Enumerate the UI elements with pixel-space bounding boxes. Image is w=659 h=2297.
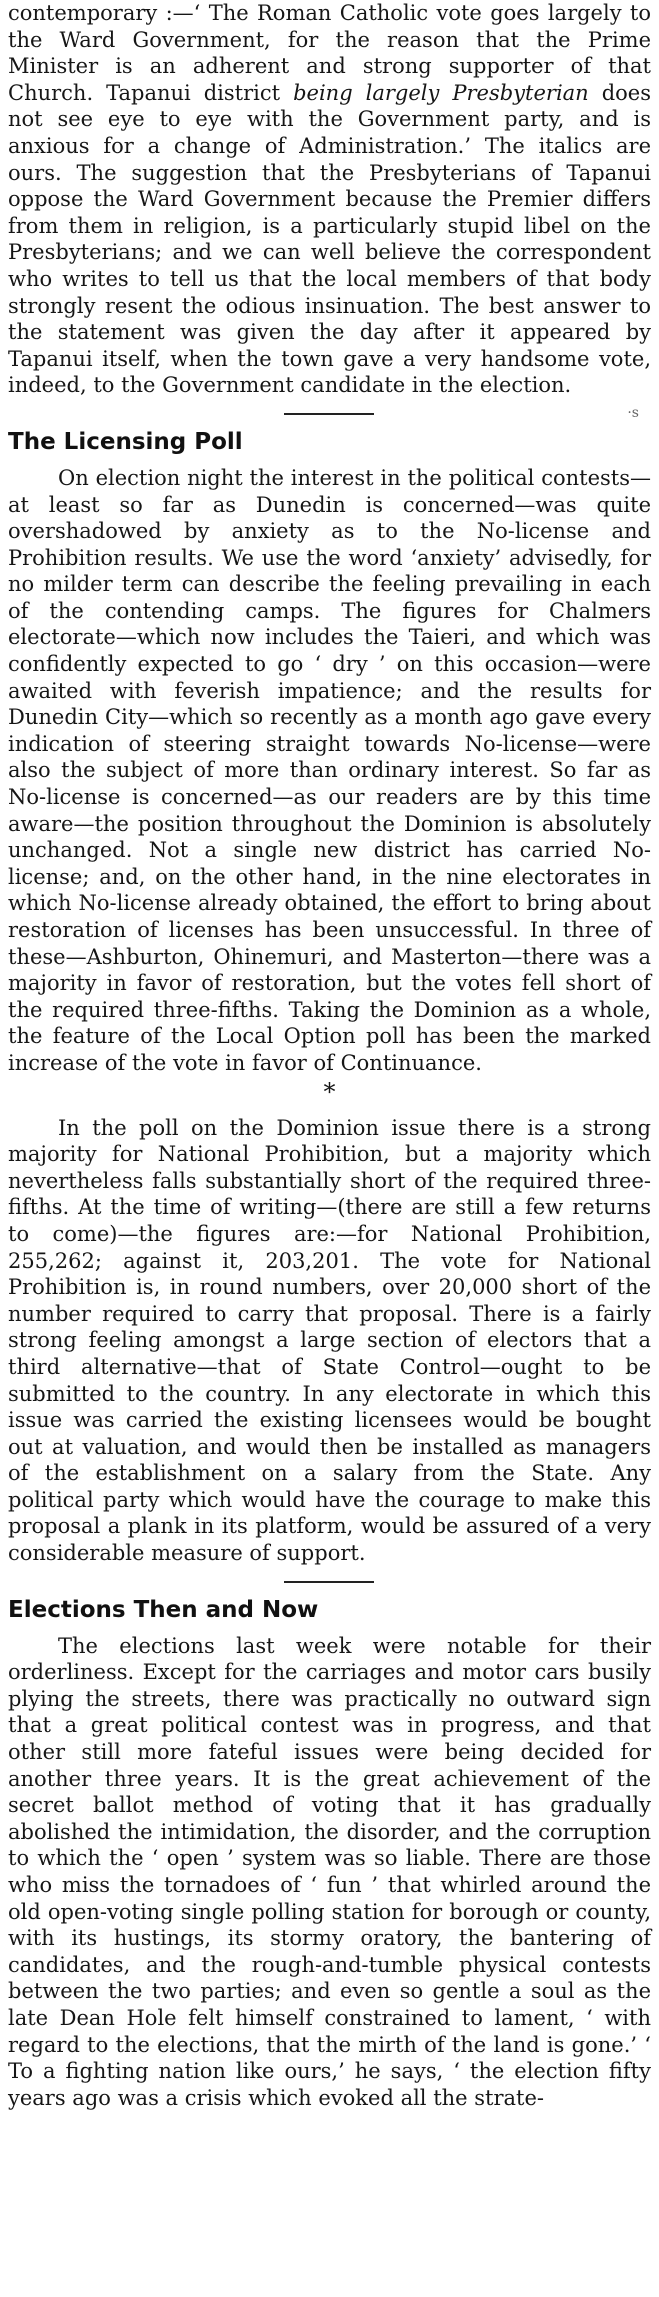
asterisk-separator: *: [323, 1077, 336, 1106]
section-divider: [8, 1567, 651, 1595]
divider-rule: [284, 413, 374, 415]
italic-phrase: being largely Presbyterian: [293, 80, 589, 105]
margin-mark: ·s: [627, 404, 639, 421]
paragraph-catholic-vote: [8, 0, 651, 399]
paragraph-text: contemporary :—‘ The Roman Catholic vote goes largely to the Ward Government, for the reason that the Prime Minister is an adherent and strong supporter of that Church. Tapanui district: [8, 1, 651, 105]
heading-licensing-poll: The Licensing Poll: [8, 428, 243, 455]
paragraph-licensing-2: In the poll on the Dominion issue there is a strong majority for National Prohibition, but a majority which nevertheless falls substantially short of the required three-fifths. At the time of writing—(there are still a few returns to come)—the figures are:—for National Prohibition, 255,262; against it, 203,201. The vote for National Prohibition is, in round numbers, over 20,000 short of the number required to carry that proposal. There is a fairly strong feeling amongst a large section of electors that a third alternative—that of State Control—ought to be submitted to the country. In any electorate in which this issue was carried the existing licensees would be bought out at valuation, and would then be installed as managers of the establishment on a salary from the State. Any political party which would have the courage to make this proposal a plank in its platform, would be assured of a very considerable measure of support.: [8, 1115, 651, 1566]
paragraph-licensing-1: On election night the interest in the political contests—at least so far as Dunedin is concerned—was quite overshadowed by anxiety as to the No-license and Prohibition results. We use the word ‘anxiety’ advisedly, for no milder term can describe the feeling prevailing in each of the contending camps. The figures for Chalmers electorate—which now includes the Taieri, and which was confidently expected to go ‘ dry ’ on this occasion—were awaited with feverish impatience; and the results for Dunedin City—which so recently as a month ago gave every indication of steering straight towards No-license—were also the subject of more than ordinary interest. So far as No-license is concerned—as our readers are by this time aware—the position throughout the Dominion is absolutely unchanged. Not a single new district has carried No-license; and, on the other hand, in the nine electorates in which No-license already obtained, the effort to bring about restoration of licenses has been unsuccessful. In three of these—Ashburton, Ohinemuri, and Masterton—there was a majority in favor of restoration, but the votes fell short of the required three-fifths. Taking the Dominion as a whole, the feature of the Local Option poll has been the marked increase of the vote in favor of Continuance.: [8, 465, 651, 1075]
paragraph-text: does not see eye to eye with the Government party, and is anxious for a change of Administration.’ The italics are ours. The suggestion that the Presbyterians of Tapanui oppose the Ward Government because the Premier differs from them in religion, is a particularly stupid libel on the Presbyterians; and we can well believe the correspondent who writes to tell us that the local members of that body strongly resent the odious insinuation. The best answer to the statement was given the day after it appeared by Tapanui itself, when the town gave a very handsome vote, indeed, to the Government candidate in the election.: [8, 80, 651, 398]
divider-rule: [284, 1581, 374, 1583]
section-divider: [8, 399, 651, 427]
heading-elections-then-and-now: Elections Then and Now: [8, 1596, 319, 1623]
paragraph-elections-1: The elections last week were notable for their orderliness. Except for the carriages and motor cars busily plying the streets, there was practically no outward sign that a great political contest was in progress, and that other still more fateful issues were being decided for another three years. It is the great achievement of the secret ballot method of voting that it has gradually abolished the intimidation, the disorder, and the corruption to which the ‘ open ’ system was so liable. There are those who miss the tornadoes of ‘ fun ’ that whirled around the old open-voting single polling station for borough or county, with its hustings, its stormy oratory, the bantering of candidates, and the rough-and-tumble physical contests between the two parties; and even so gentle a soul as the late Dean Hole felt himself constrained to lament, ‘ with regard to the elections, that the mirth of the land is gone.’ ‘ To a fighting nation like ours,’ he says, ‘ the election fifty years ago was a crisis which evoked all the strate-: [8, 1633, 651, 2110]
